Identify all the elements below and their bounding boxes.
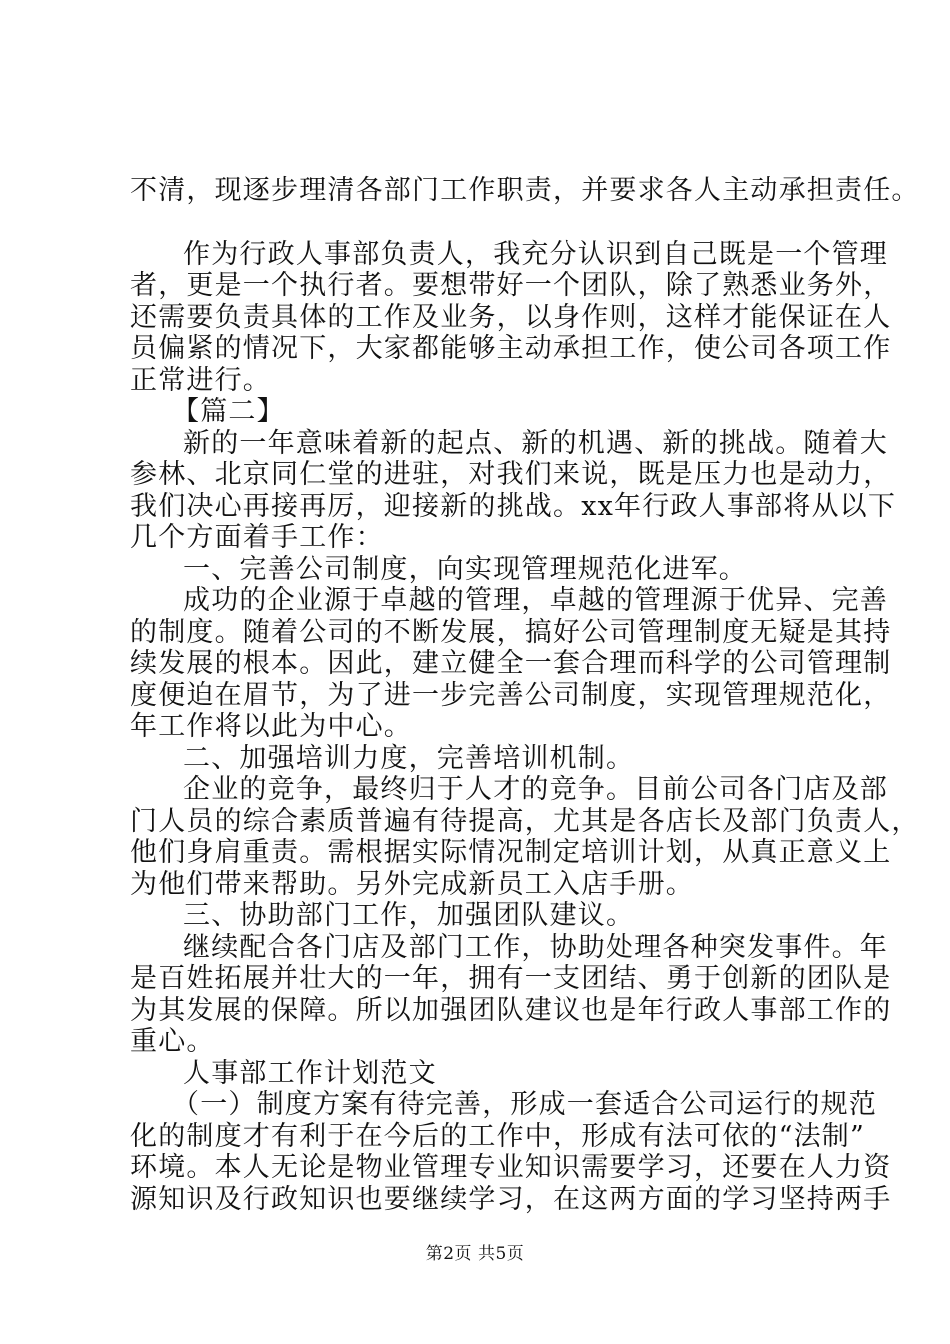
paragraph-line: 的制度。随着公司的不断发展，搞好公司管理制度无疑是其持 <box>130 616 892 648</box>
paragraph-line: 为他们带来帮助。另外完成新员工入店手册。 <box>130 868 694 900</box>
subheading-line: 一、完善公司制度，向实现管理规范化进军。 <box>183 553 747 585</box>
paragraph-line: 环境。本人无论是物业管理专业知识需要学习，还要在人力资 <box>130 1152 892 1183</box>
subheading-line: 二、加强培训力度，完善培训机制。 <box>183 742 635 774</box>
section-heading: 人事部工作计划范文 <box>183 1057 437 1089</box>
paragraph-line: 新的一年意味着新的起点、新的机遇、新的挑战。随着大 <box>183 427 888 459</box>
paragraph-line: 年工作将以此为中心。 <box>130 711 412 742</box>
paragraph-line: 为其发展的保障。所以加强团队建议也是年行政人事部工作的 <box>130 994 892 1026</box>
paragraph-line: 成功的企业源于卓越的管理，卓越的管理源于优异、完善 <box>183 585 888 616</box>
subheading-line: 三、协助部门工作，加强团队建议。 <box>183 900 635 931</box>
paragraph-line: 参林、北京同仁堂的进驻，对我们来说，既是压力也是动力， <box>130 459 892 490</box>
paragraph-line: 我们决心再接再厉，迎接新的挑战。xx年行政人事部将从以下 <box>130 490 897 522</box>
paragraph-line: 作为行政人事部负责人，我充分认识到自己既是一个管理 <box>183 238 888 270</box>
paragraph-line: 源知识及行政知识也要继续学习，在这两方面的学习坚持两手 <box>130 1183 892 1215</box>
paragraph-line: 门人员的综合素质普遍有待提高，尤其是各店长及部门负责人， <box>130 805 920 837</box>
paragraph-line: 企业的竞争，最终归于人才的竞争。目前公司各门店及部 <box>183 774 888 805</box>
paragraph-line: 正常进行。 <box>130 364 271 396</box>
paragraph-line: 重心。 <box>130 1026 215 1057</box>
paragraph-line: 者，更是一个执行者。要想带好一个团队，除了熟悉业务外， <box>130 270 892 301</box>
paragraph-line: 几个方面着手工作： <box>130 522 384 553</box>
paragraph-line: 续发展的根本。因此，建立健全一套合理而科学的公司管理制 <box>130 648 892 679</box>
paragraph-line: 度便迫在眉节，为了进一步完善公司制度，实现管理规范化， <box>130 679 892 711</box>
paragraph-line: 还需要负责具体的工作及业务，以身作则，这样才能保证在人 <box>130 301 892 333</box>
section-heading: 【篇二】 <box>172 396 285 427</box>
page-number-footer: 第2页 共5页 <box>425 1244 525 1264</box>
paragraph-line: 化的制度才有利于在今后的工作中，形成有法可依的“法制” <box>130 1120 866 1152</box>
paragraph-line: （一）制度方案有待完善，形成一套适合公司运行的规范 <box>172 1089 877 1120</box>
paragraph-line: 不清，现逐步理清各部门工作职责，并要求各人主动承担责任。 <box>130 175 920 206</box>
paragraph-line: 他们身肩重责。需根据实际情况制定培训计划，从真正意义上 <box>130 837 892 868</box>
paragraph-line: 是百姓拓展并壮大的一年，拥有一支团结、勇于创新的团队是 <box>130 963 892 994</box>
paragraph-line: 继续配合各门店及部门工作，协助处理各种突发事件。年 <box>183 931 888 963</box>
paragraph-line: 员偏紧的情况下，大家都能够主动承担工作，使公司各项工作 <box>130 333 892 364</box>
